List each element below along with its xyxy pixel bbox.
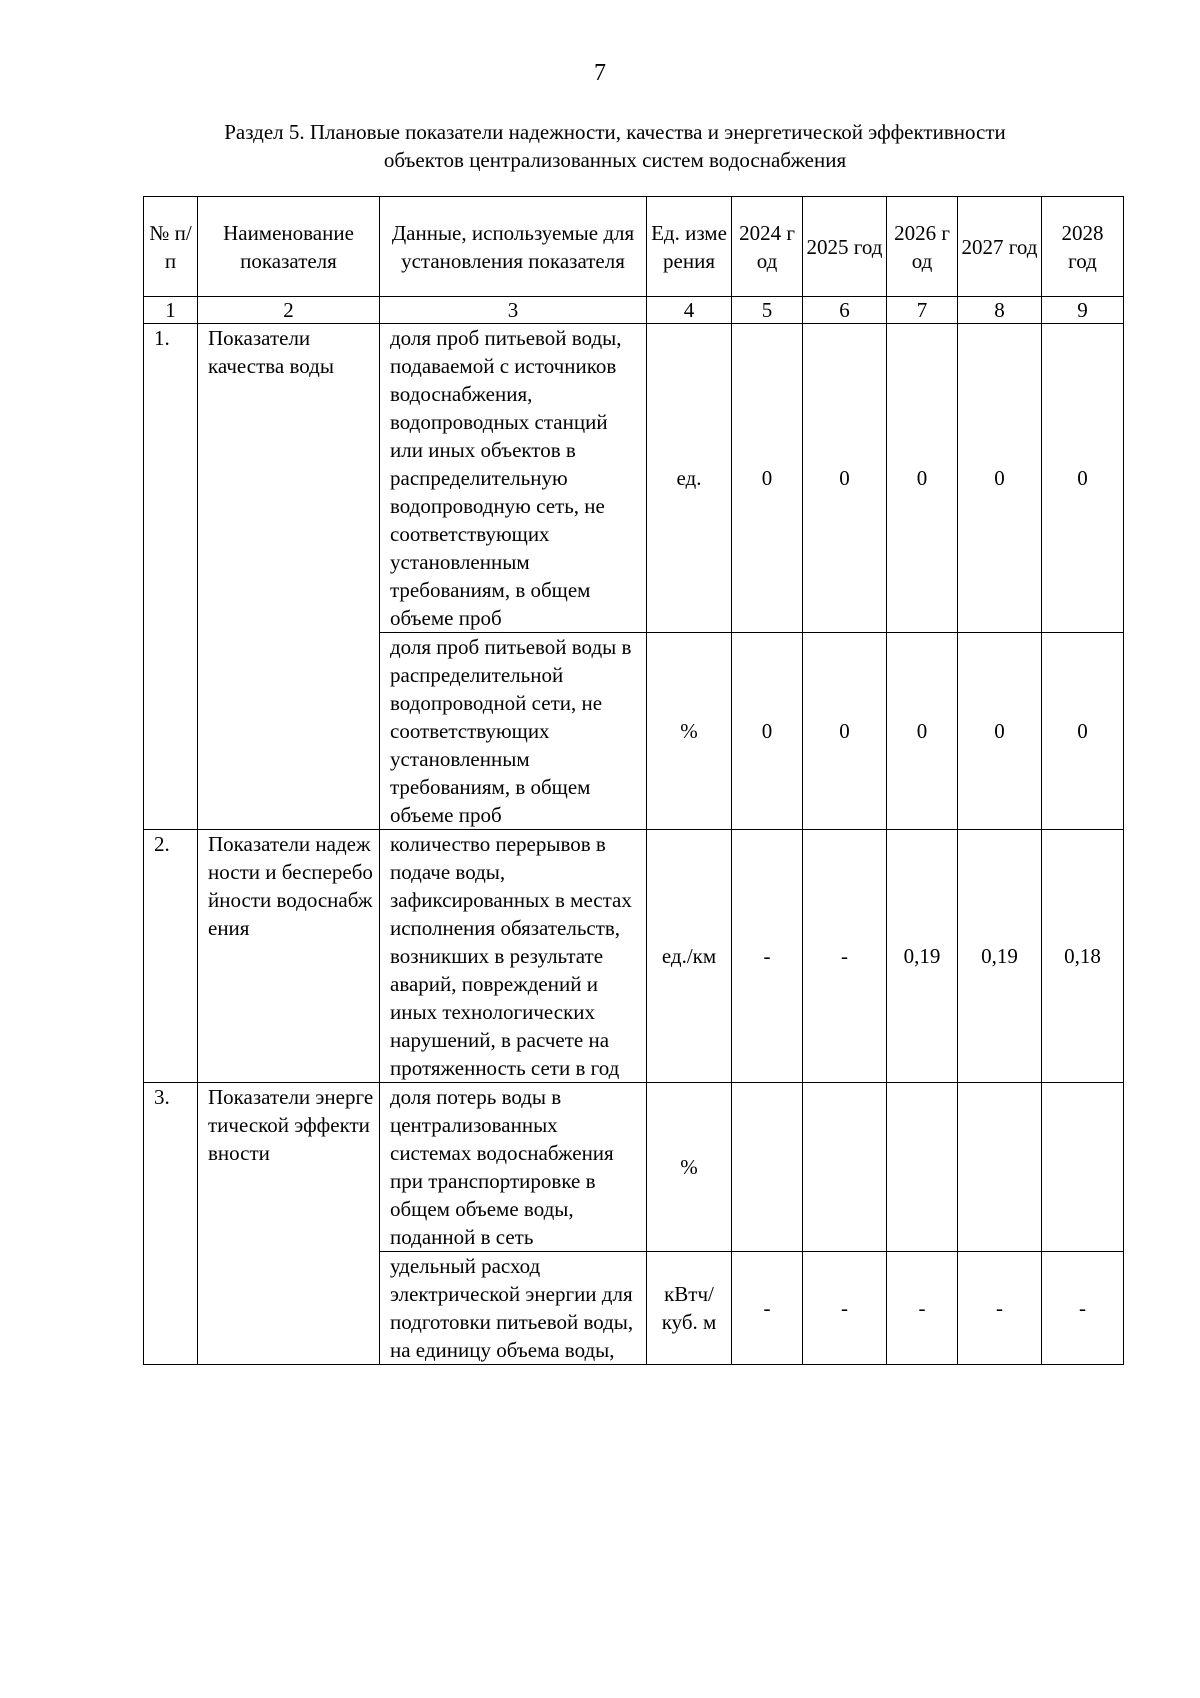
header-cell-name: Наименование показателя: [198, 197, 380, 297]
value-cell-2026: 0,19: [887, 830, 958, 1083]
value-cell-2025: -: [803, 1252, 887, 1365]
indicator-name-cell: Показатели энергетической эффективности: [198, 1083, 380, 1365]
header-cell-year-2024: 2024 год: [732, 197, 803, 297]
value-cell-2028: 0,18: [1042, 830, 1124, 1083]
section-title: [140, 118, 1090, 174]
value-cell-2028: 0: [1042, 633, 1124, 830]
header-cell-unit: Ед. измерения: [647, 197, 732, 297]
unit-cell: ед.: [647, 324, 732, 633]
indicators-table: [143, 196, 1124, 1365]
column-number-cell: 7: [887, 297, 958, 324]
value-cell-2025: 0: [803, 324, 887, 633]
value-cell-2024: [732, 1083, 803, 1252]
header-cell-data: Данные, используемые для установления показателя: [380, 197, 647, 297]
section-title-line-1: Раздел 5. Плановые показатели надежности, качества и энергетической эффективности: [224, 120, 1006, 144]
page-number: 7: [594, 60, 606, 86]
header-cell-number: № п/п: [144, 197, 198, 297]
unit-cell: %: [647, 1083, 732, 1252]
column-number-cell: 8: [958, 297, 1042, 324]
value-cell-2027: -: [958, 1252, 1042, 1365]
value-cell-2026: 0: [887, 324, 958, 633]
column-number-row: [144, 297, 1124, 324]
value-cell-2026: [887, 1083, 958, 1252]
header-cell-year-2028: 2028 год: [1042, 197, 1124, 297]
row-number-cell: 3.: [144, 1083, 198, 1365]
indicator-data-cell: доля проб питьевой воды в распределительной водопроводной сети, не соответствующих установленным требованиям, в общем объеме проб: [380, 633, 647, 830]
value-cell-2026: 0: [887, 633, 958, 830]
value-cell-2028: 0: [1042, 324, 1124, 633]
header-cell-year-2027: 2027 год: [958, 197, 1042, 297]
column-number-cell: 3: [380, 297, 647, 324]
column-number-cell: 5: [732, 297, 803, 324]
row-number-cell: 1.: [144, 324, 198, 830]
unit-cell: кВтч/куб. м: [647, 1252, 732, 1365]
unit-cell: ед./км: [647, 830, 732, 1083]
table-row: [144, 830, 1124, 1083]
value-cell-2028: [1042, 1083, 1124, 1252]
unit-cell: %: [647, 633, 732, 830]
value-cell-2025: [803, 1083, 887, 1252]
value-cell-2025: -: [803, 830, 887, 1083]
column-number-cell: 2: [198, 297, 380, 324]
column-number-cell: 1: [144, 297, 198, 324]
value-cell-2027: 0,19: [958, 830, 1042, 1083]
indicator-data-cell: удельный расход электрической энергии для подготовки питьевой воды, на единицу объема воды,: [380, 1252, 647, 1365]
header-cell-year-2025: 2025 год: [803, 197, 887, 297]
header-row: [144, 197, 1124, 297]
value-cell-2024: -: [732, 1252, 803, 1365]
value-cell-2024: 0: [732, 324, 803, 633]
value-cell-2028: -: [1042, 1252, 1124, 1365]
indicator-name-cell: Показатели надежности и бесперебойности водоснабжения: [198, 830, 380, 1083]
row-number-cell: 2.: [144, 830, 198, 1083]
column-number-cell: 6: [803, 297, 887, 324]
table-row: [144, 324, 1124, 633]
indicator-data-cell: доля проб питьевой воды, подаваемой с источников водоснабжения, водопроводных станций или иных объектов в распределительную водопроводную сеть, не соответствующих установленным требованиям, в общем объеме проб: [380, 324, 647, 633]
value-cell-2024: 0: [732, 633, 803, 830]
section-title-line-2: объектов централизованных систем водоснабжения: [383, 148, 847, 172]
value-cell-2026: -: [887, 1252, 958, 1365]
value-cell-2027: 0: [958, 633, 1042, 830]
column-number-cell: 4: [647, 297, 732, 324]
header-cell-year-2026: 2026 год: [887, 197, 958, 297]
indicator-data-cell: количество перерывов в подаче воды, зафиксированных в местах исполнения обязательств, возникших в результате аварий, повреждений и иных технологических нарушений, в расчете на протяженность сети в год: [380, 830, 647, 1083]
value-cell-2027: 0: [958, 324, 1042, 633]
table-row: [144, 1083, 1124, 1252]
indicator-data-cell: доля потерь воды в централизованных системах водоснабжения при транспортировке в общем объеме воды, поданной в сеть: [380, 1083, 647, 1252]
indicator-name-cell: Показатели качества воды: [198, 324, 380, 830]
column-number-cell: 9: [1042, 297, 1124, 324]
value-cell-2024: -: [732, 830, 803, 1083]
value-cell-2025: 0: [803, 633, 887, 830]
value-cell-2027: [958, 1083, 1042, 1252]
